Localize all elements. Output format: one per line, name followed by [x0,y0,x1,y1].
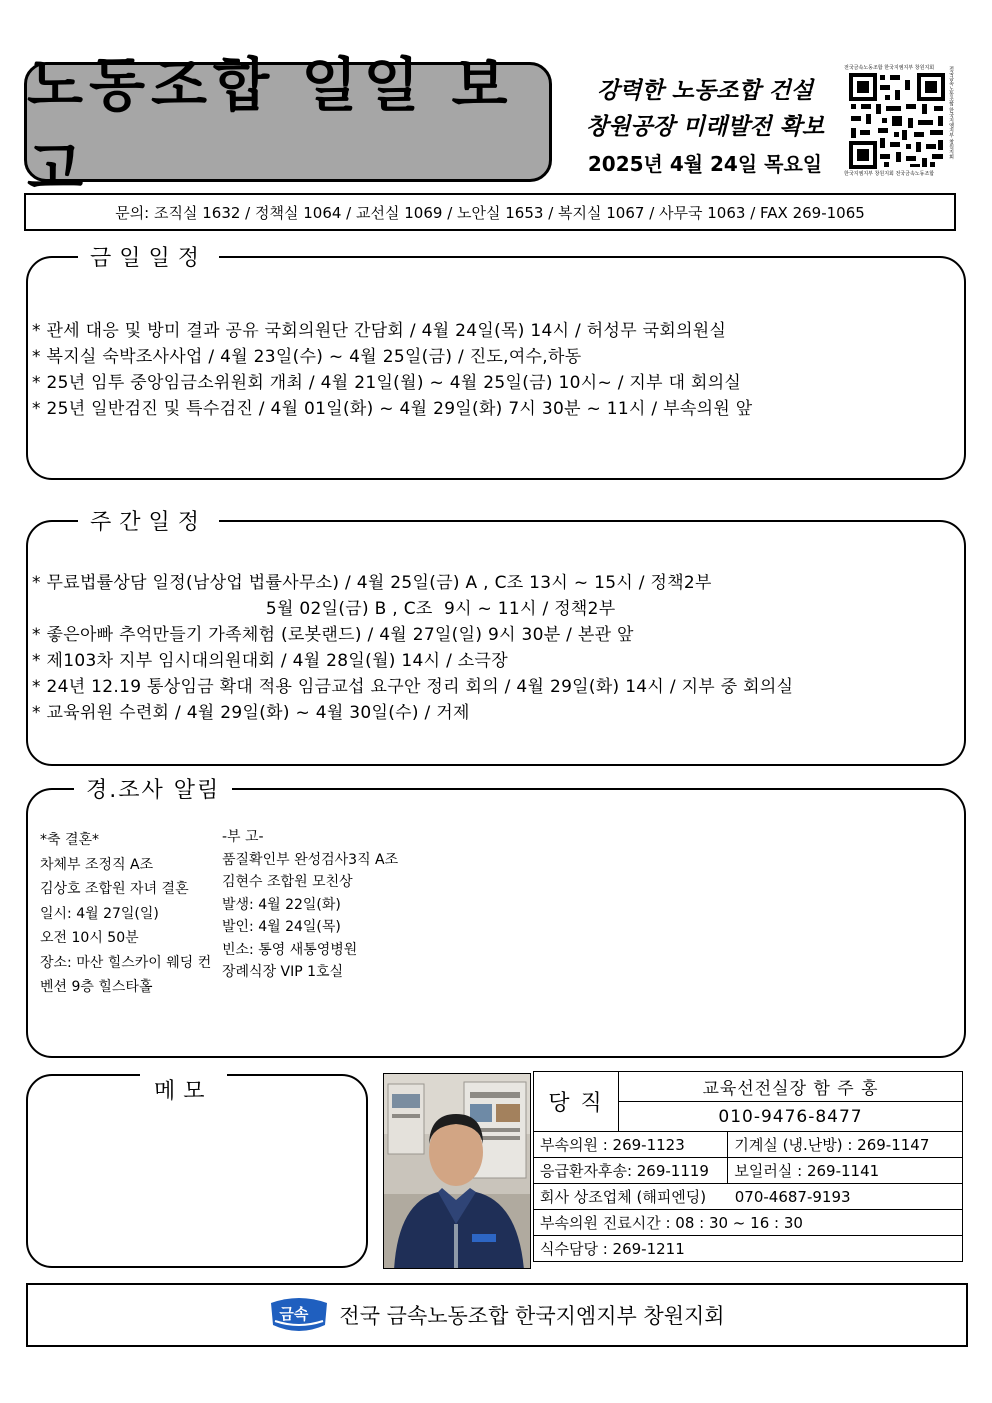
wedding-line: 김상호 조합원 자녀 결혼 [40,881,189,897]
weekly-item: * 제103차 지부 임시대의원대회 / 4월 28일(월) 14시 / 소극장 [32,651,508,671]
wedding-notice [40,828,211,1000]
funeral-line: 장례식장 VIP 1호실 [222,964,344,980]
wedding-line: *축 결혼* [40,832,100,848]
wedding-line: 차체부 조정직 A조 [40,856,154,873]
contact-text: 문의: 조직실 1632 / 정책실 1064 / 교선실 1069 / 노안실 1653 / 복지실 1067 / 사무국 1063 / FAX 269-1065 [115,203,865,222]
wedding-line: 오전 10시 50분 [40,930,139,946]
wedding-line: 일시: 4월 27일(일) [40,905,159,922]
duty-officer-name: 교육선전실장 함 주 홍 [619,1072,963,1102]
qr-caption-side: 전국금속노동조합 한국지엠지부 창원지회 [948,66,954,160]
qr-code[interactable] [842,66,952,176]
funeral-line: 김현수 조합원 모친상 [222,874,353,890]
today-item: * 25년 일반검진 및 특수검진 / 4월 01일(화) ~ 4월 29일(화) 7시 30분 ~ 11시 / 부속의원 앞 [32,399,753,419]
report-date: 2025년 4월 24일 목요일 [587,152,823,176]
weekly-item: 5월 02일(금) B , C조 9시 ~ 11시 / 정책2부 [32,599,616,619]
funeral-company-phone: 회사 상조업체 (해피엔딩) 070-4687-9193 [534,1184,963,1210]
cafeteria-phone: 식수담당 : 269-1211 [534,1236,963,1262]
weekly-item: * 24년 12.19 통상임금 확대 적용 임금교섭 요구안 정리 회의 / 4월 29일(화) 14시 / 지부 중 회의실 [32,677,794,697]
contact-bar [24,193,956,231]
qr-caption-top: 전국금속노동조합 한국지엠지부 창원지회 [844,65,935,71]
funeral-line: 품질확인부 완성검사3직 A조 [222,851,399,868]
page-title: 노동조합 일일 보고 [27,51,514,203]
today-item: * 복지실 숙박조사사업 / 4월 23일(수) ~ 4월 25일(금) / 진도,여수,하동 [32,347,582,367]
funeral-notice [222,826,398,984]
union-logo-text: 금속 [279,1305,309,1323]
weekly-item: * 교육위원 수련회 / 4월 29일(화) ~ 4월 30일(수) / 거제 [32,703,470,723]
today-item: * 25년 임투 중앙임금소위원회 개최 / 4월 21일(월) ~ 4월 25일(금) 10시~ / 지부 대 회의실 [32,373,742,393]
title-box [24,51,552,203]
funeral-line: 발인: 4월 24일(목) [222,919,341,935]
duty-officer-photo [383,1073,531,1269]
clinic-hours: 부속의원 진료시간 : 08 : 30 ~ 16 : 30 [534,1210,963,1236]
wedding-line: 장소: 마산 힐스카이 웨딩 컨 [40,954,212,971]
today-schedule-title: 금일일정 [78,241,219,272]
machine-room-phone: 기계실 (냉.난방) : 269-1147 [728,1132,963,1158]
funeral-line: -부 고- [222,829,264,845]
weekly-schedule-title: 주간일정 [78,505,219,536]
duty-officer-phone: 010-9476-8477 [619,1102,963,1132]
duty-label: 당 직 [534,1072,619,1132]
union-logo [269,1295,329,1335]
funeral-line: 발생: 4월 22일(화) [222,896,341,913]
slogan-line-2: 창원공장 미래발전 확보 [585,114,825,140]
footer [26,1283,968,1347]
boiler-room-phone: 보일러실 : 269-1141 [728,1158,963,1184]
org-name: 전국 금속노동조합 한국지엠지부 창원지회 [339,1304,725,1328]
duty-table [533,1071,963,1262]
today-item: * 관세 대응 및 방미 결과 공유 국회의원단 간담회 / 4월 24일(목) 14시 / 허성무 국회의원실 [32,321,727,341]
funeral-line: 빈소: 통영 새통영병원 [222,941,358,958]
memo-title: 메모 [140,1074,227,1105]
emergency-phone: 응급환자후송: 269-1119 [534,1158,728,1184]
weekly-item: * 좋은아빠 추억만들기 가족체험 (로봇랜드) / 4월 27일(일) 9시 30분 / 본관 앞 [32,625,634,645]
wedding-line: 벤션 9층 힐스타홀 [40,979,153,995]
weekly-item: * 무료법률상담 일정(남상업 법률사무소) / 4월 25일(금) A , C조 13시 ~ 15시 / 정책2부 [32,573,712,593]
slogan-line-1: 강력한 노동조합 건설 [597,78,813,104]
clinic-phone: 부속의원 : 269-1123 [534,1132,728,1158]
qr-caption-bottom: 한국지엠지부 창원지회 전국금속노동조합 [844,171,935,177]
events-title: 경.조사 알림 [74,773,232,804]
